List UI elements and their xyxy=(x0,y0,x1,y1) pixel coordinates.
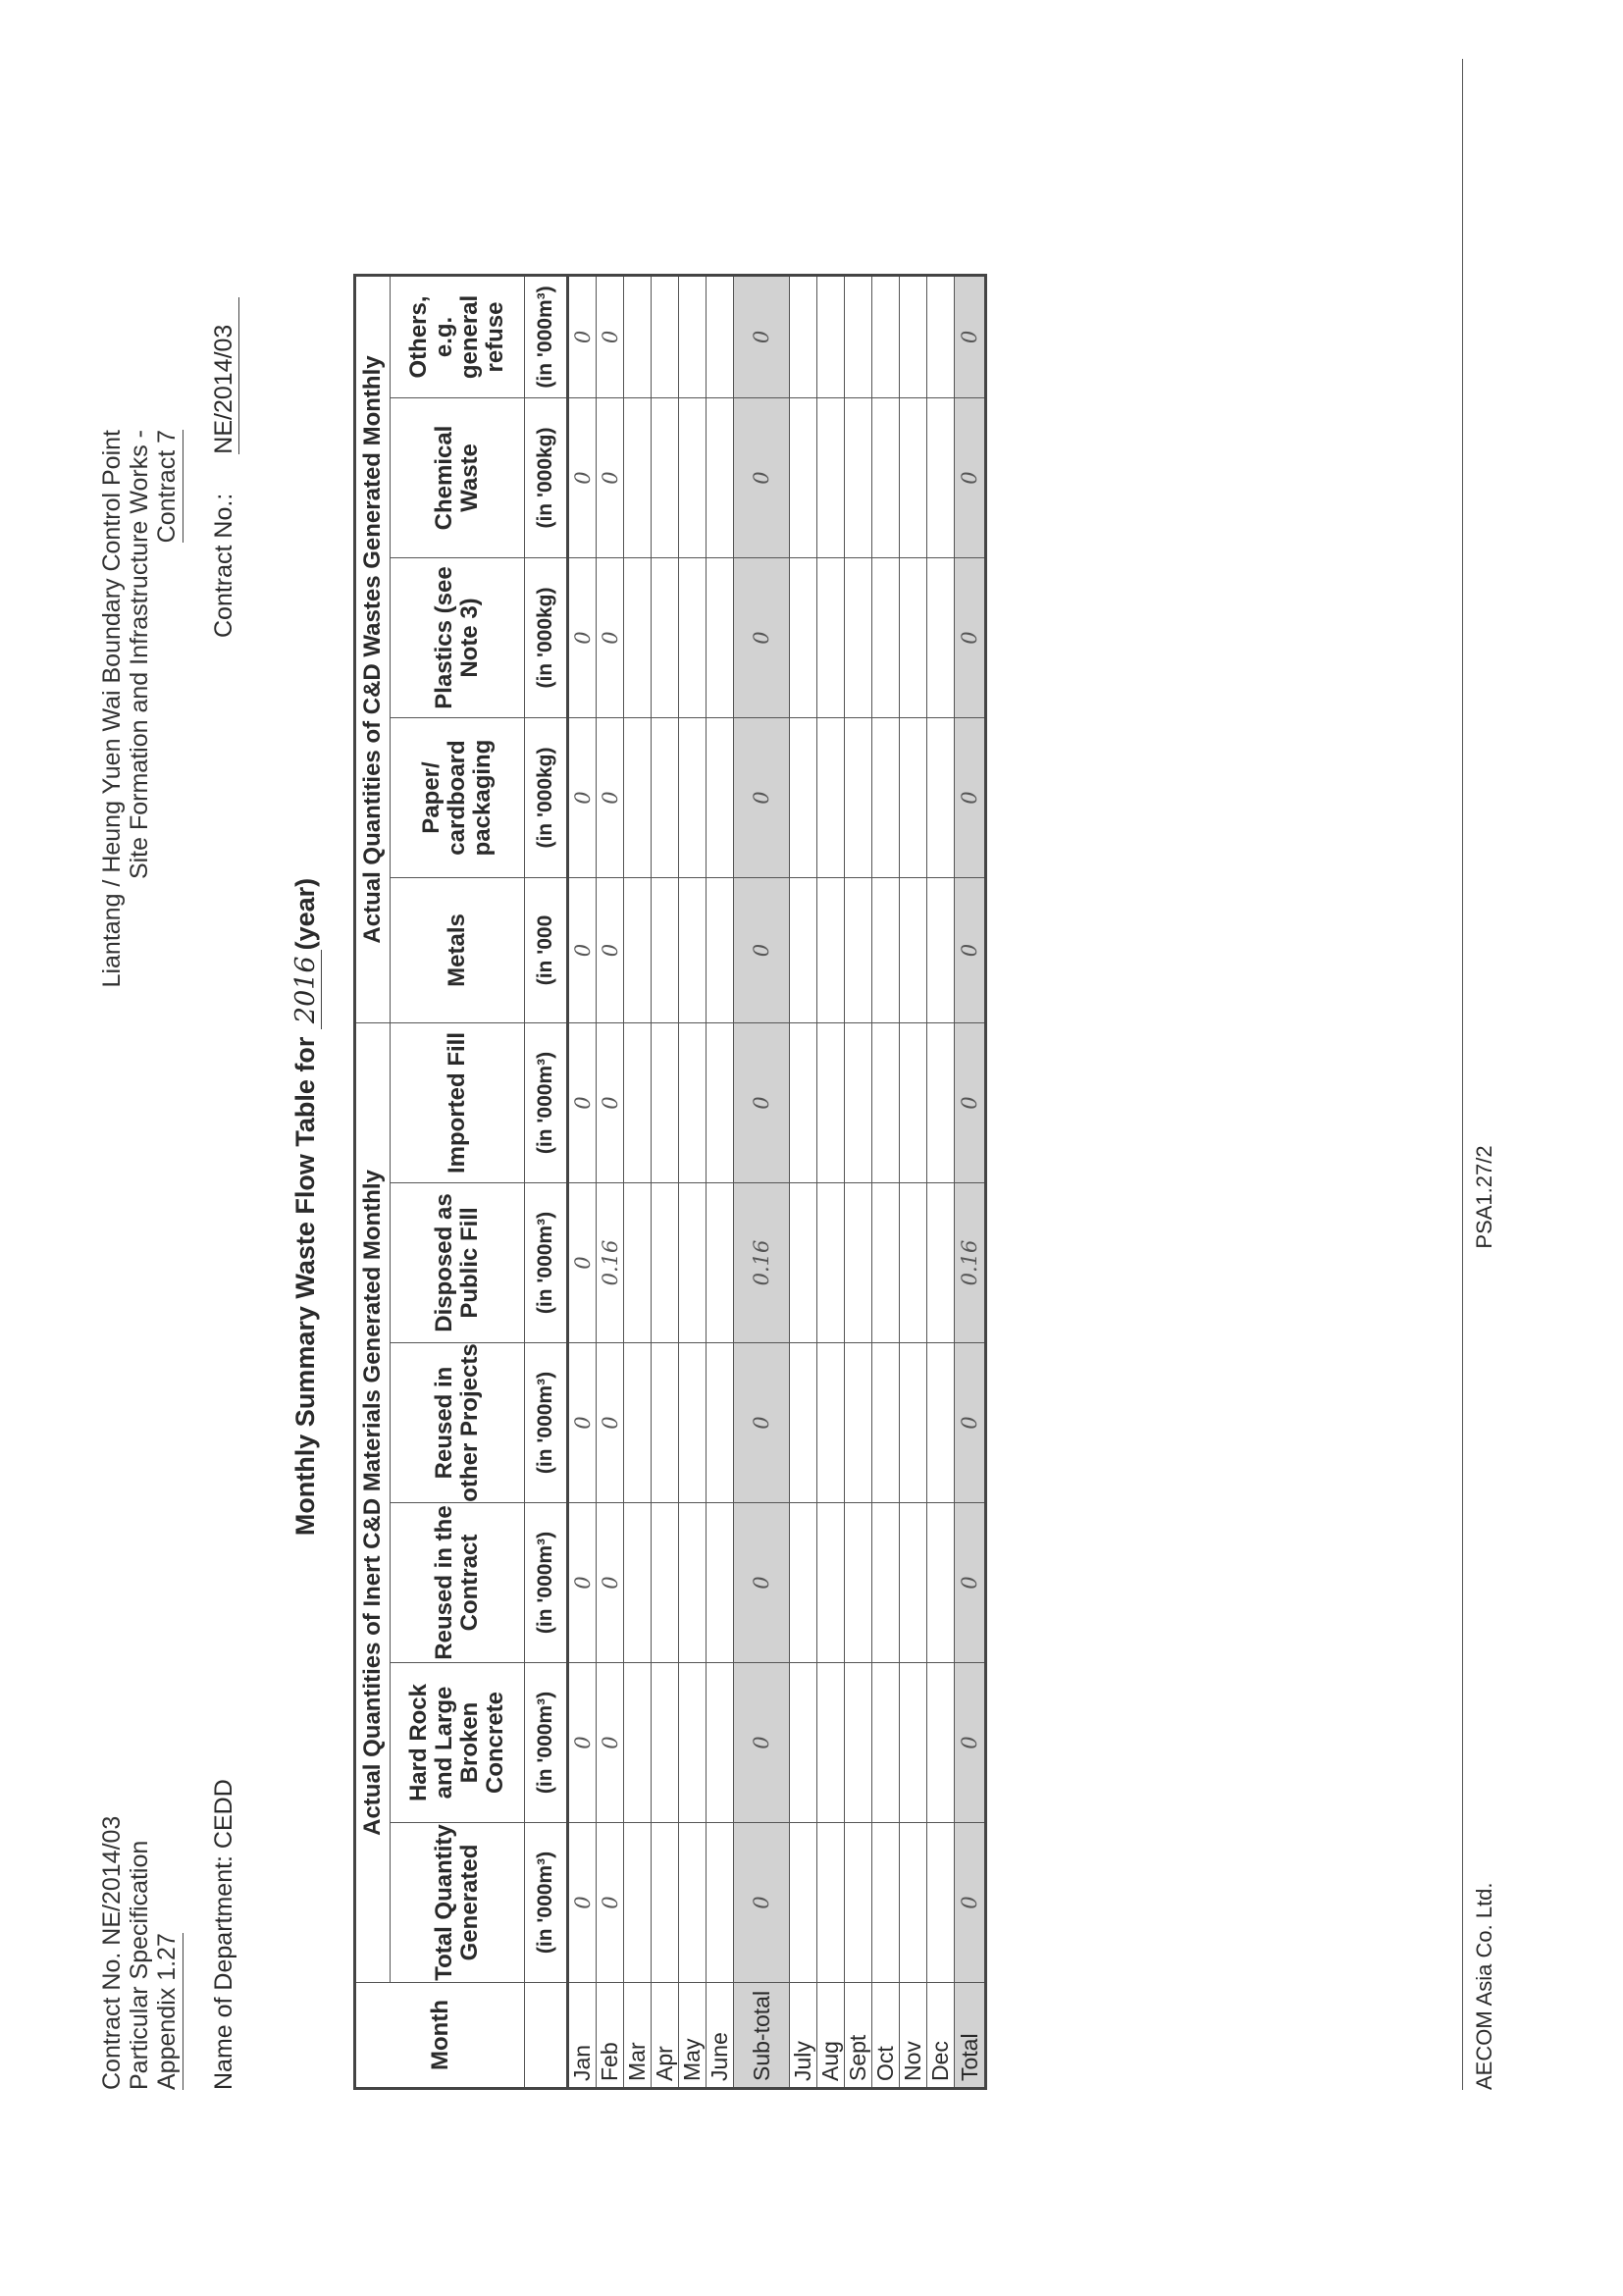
total-row xyxy=(955,275,986,2088)
value-cell: 0 xyxy=(568,275,597,397)
value-cell: 0 xyxy=(568,1663,597,1823)
month-row xyxy=(845,275,872,2088)
col-month: Month xyxy=(355,1983,525,2089)
header-works-line: Site Formation and Infrastructure Works - xyxy=(126,430,153,880)
value-cell xyxy=(652,1343,679,1503)
value-cell: 0 xyxy=(568,1503,597,1663)
value-cell: 0 xyxy=(568,558,597,718)
value-cell: 0 xyxy=(734,878,790,1023)
value-cell xyxy=(845,558,872,718)
value-cell: 0 xyxy=(734,1023,790,1183)
value-cell xyxy=(652,558,679,718)
value-cell xyxy=(790,275,817,397)
subtotal-row xyxy=(734,275,790,2088)
value-cell xyxy=(679,1183,707,1343)
value-cell: 0 xyxy=(568,718,597,878)
unit-cell: (in '000 xyxy=(525,878,568,1023)
value-cell xyxy=(679,558,707,718)
header-right xyxy=(98,430,183,987)
value-cell xyxy=(790,1023,817,1183)
unit-cell: (in '000m³) xyxy=(525,275,568,397)
month-cell: Oct xyxy=(872,1983,900,2089)
month-row xyxy=(679,275,707,2088)
footer-page-ref: PSA1.27/2 xyxy=(1472,1145,1496,1249)
value-cell: 0 xyxy=(955,398,986,558)
value-cell: 0 xyxy=(568,1183,597,1343)
month-row xyxy=(652,275,679,2088)
month-row xyxy=(817,275,845,2088)
value-cell xyxy=(652,878,679,1023)
unit-cell: (in '000m³) xyxy=(525,1343,568,1503)
value-cell xyxy=(872,1823,900,1983)
value-cell: 0 xyxy=(955,558,986,718)
contract-number xyxy=(210,297,239,638)
value-cell xyxy=(817,1023,845,1183)
value-cell xyxy=(845,1503,872,1663)
value-cell: 0 xyxy=(597,275,624,397)
month-cell: Nov xyxy=(900,1983,927,2089)
value-cell: 0 xyxy=(597,878,624,1023)
unit-cell: (in '000m³) xyxy=(525,1823,568,1983)
unit-cell: (in '000kg) xyxy=(525,558,568,718)
month-row xyxy=(872,275,900,2088)
value-cell xyxy=(817,1503,845,1663)
value-cell: 0.16 xyxy=(955,1183,986,1343)
value-cell xyxy=(900,1023,927,1183)
value-cell xyxy=(790,1503,817,1663)
header-contract-line: Contract No. NE/2014/03 xyxy=(98,1815,126,2090)
unit-cell: (in '000m³) xyxy=(525,1503,568,1663)
month-cell: Mar xyxy=(624,1983,652,2089)
value-cell xyxy=(817,1823,845,1983)
value-cell xyxy=(707,558,734,718)
value-cell xyxy=(679,275,707,397)
value-cell xyxy=(927,878,955,1023)
value-cell: 0 xyxy=(568,1023,597,1183)
value-cell: 0 xyxy=(734,1663,790,1823)
value-cell xyxy=(624,1023,652,1183)
value-cell xyxy=(707,1023,734,1183)
value-cell xyxy=(652,1663,679,1823)
value-cell xyxy=(624,718,652,878)
value-cell xyxy=(652,1823,679,1983)
col-reused-other: Reused in other Projects xyxy=(391,1343,525,1503)
value-cell xyxy=(927,1343,955,1503)
month-row xyxy=(624,275,652,2088)
header-left xyxy=(98,1816,183,2090)
value-cell xyxy=(872,558,900,718)
value-cell xyxy=(900,718,927,878)
value-cell: 0 xyxy=(597,1503,624,1663)
value-cell xyxy=(927,398,955,558)
month-cell: Aug xyxy=(817,1983,845,2089)
value-cell xyxy=(707,1183,734,1343)
month-row xyxy=(597,275,624,2088)
value-cell xyxy=(624,1183,652,1343)
value-cell xyxy=(790,1343,817,1503)
value-cell xyxy=(652,1503,679,1663)
col-others: Others, e.g. general refuse xyxy=(391,275,525,397)
value-cell: 0 xyxy=(955,1823,986,1983)
value-cell xyxy=(927,1663,955,1823)
value-cell xyxy=(927,1183,955,1343)
header-project-line: Liantang / Heung Yuen Wai Boundary Control Point xyxy=(98,430,126,988)
col-plastics: Plastics (see Note 3) xyxy=(391,558,525,718)
col-public-fill: Disposed as Public Fill xyxy=(391,1183,525,1343)
value-cell xyxy=(872,275,900,397)
value-cell: 0 xyxy=(955,1343,986,1503)
value-cell xyxy=(927,558,955,718)
value-cell: 0 xyxy=(568,398,597,558)
value-cell xyxy=(872,1023,900,1183)
value-cell xyxy=(817,558,845,718)
month-cell: July xyxy=(790,1983,817,2089)
value-cell xyxy=(624,398,652,558)
value-cell xyxy=(679,1023,707,1183)
value-cell xyxy=(927,275,955,397)
value-cell: 0 xyxy=(597,558,624,718)
value-cell: 0 xyxy=(955,878,986,1023)
month-cell: Dec xyxy=(927,1983,955,2089)
value-cell xyxy=(679,398,707,558)
unit-cell: (in '000m³) xyxy=(525,1663,568,1823)
value-cell: 0 xyxy=(734,558,790,718)
value-cell xyxy=(872,1663,900,1823)
col-total-quantity: Total Quantity Generated xyxy=(391,1823,525,1983)
col-reused-contract: Reused in the Contract xyxy=(391,1503,525,1663)
value-cell: 0 xyxy=(597,1023,624,1183)
value-cell: 0 xyxy=(568,1343,597,1503)
group-inert: Actual Quantities of Inert C&D Materials Generated Monthly xyxy=(355,1023,391,1983)
value-cell xyxy=(900,275,927,397)
value-cell xyxy=(652,275,679,397)
value-cell xyxy=(817,878,845,1023)
value-cell xyxy=(845,878,872,1023)
value-cell xyxy=(790,1823,817,1983)
col-paper: Paper/ cardboard packaging xyxy=(391,718,525,878)
month-cell: Sub-total xyxy=(734,1983,790,2089)
value-cell: 0 xyxy=(597,1663,624,1823)
value-cell xyxy=(679,1343,707,1503)
value-cell xyxy=(872,1183,900,1343)
header-spec-line: Particular Specification xyxy=(126,1840,153,2090)
value-cell xyxy=(652,1183,679,1343)
month-row xyxy=(568,275,597,2088)
value-cell xyxy=(900,398,927,558)
waste-flow-table xyxy=(353,274,987,2090)
value-cell xyxy=(900,558,927,718)
value-cell: 0 xyxy=(955,1503,986,1663)
value-cell: 0 xyxy=(955,1663,986,1823)
value-cell xyxy=(927,1023,955,1183)
value-cell xyxy=(872,1503,900,1663)
col-chemical: Chemical Waste xyxy=(391,398,525,558)
footer-company: AECOM Asia Co. Ltd. xyxy=(1472,1882,1496,2090)
value-cell xyxy=(790,1183,817,1343)
month-row xyxy=(927,275,955,2088)
month-cell: May xyxy=(679,1983,707,2089)
value-cell xyxy=(845,1663,872,1823)
value-cell xyxy=(872,1343,900,1503)
value-cell xyxy=(900,878,927,1023)
value-cell xyxy=(624,1823,652,1983)
value-cell xyxy=(679,1823,707,1983)
value-cell: 0 xyxy=(734,398,790,558)
month-row xyxy=(707,275,734,2088)
value-cell: 0 xyxy=(597,398,624,558)
value-cell xyxy=(845,275,872,397)
value-cell xyxy=(652,1023,679,1183)
contract-number-label: Contract No.: xyxy=(210,493,237,638)
value-cell xyxy=(707,1663,734,1823)
unit-cell: (in '000kg) xyxy=(525,398,568,558)
value-cell xyxy=(927,718,955,878)
value-cell xyxy=(872,878,900,1023)
value-cell xyxy=(652,718,679,878)
value-cell xyxy=(845,398,872,558)
value-cell xyxy=(872,398,900,558)
month-cell: June xyxy=(707,1983,734,2089)
value-cell xyxy=(624,1343,652,1503)
value-cell: 0 xyxy=(597,718,624,878)
value-cell xyxy=(624,1503,652,1663)
header-contract7-line: Contract 7 xyxy=(153,430,183,543)
value-cell xyxy=(845,1343,872,1503)
value-cell xyxy=(900,1183,927,1343)
value-cell: 0 xyxy=(734,1503,790,1663)
value-cell xyxy=(817,1343,845,1503)
contract-number-value: NE/2014/03 xyxy=(210,297,239,454)
value-cell xyxy=(900,1823,927,1983)
value-cell xyxy=(817,275,845,397)
unit-cell: (in '000kg) xyxy=(525,718,568,878)
value-cell xyxy=(707,1823,734,1983)
value-cell xyxy=(790,398,817,558)
value-cell xyxy=(652,398,679,558)
value-cell xyxy=(790,558,817,718)
month-cell: Apr xyxy=(652,1983,679,2089)
col-metals: Metals xyxy=(391,878,525,1023)
value-cell: 0.16 xyxy=(734,1183,790,1343)
value-cell xyxy=(624,878,652,1023)
value-cell xyxy=(872,718,900,878)
value-cell: 0 xyxy=(734,275,790,397)
title-year: 2016 xyxy=(290,950,322,1029)
value-cell xyxy=(817,1183,845,1343)
value-cell xyxy=(845,1183,872,1343)
value-cell xyxy=(900,1663,927,1823)
month-cell: Feb xyxy=(597,1983,624,2089)
value-cell xyxy=(900,1503,927,1663)
title-suffix: (year) xyxy=(290,877,320,951)
value-cell xyxy=(927,1503,955,1663)
value-cell xyxy=(900,1343,927,1503)
group-cd-wastes: Actual Quantities of C&D Wastes Generated Monthly xyxy=(355,275,391,1022)
footer-rule xyxy=(1462,59,1463,2090)
value-cell xyxy=(817,1663,845,1823)
value-cell: 0 xyxy=(597,1823,624,1983)
value-cell: 0 xyxy=(568,878,597,1023)
value-cell xyxy=(707,878,734,1023)
value-cell xyxy=(707,1503,734,1663)
unit-cell: (in '000m³) xyxy=(525,1023,568,1183)
table-title xyxy=(290,324,321,2090)
month-row xyxy=(900,275,927,2088)
value-cell xyxy=(707,398,734,558)
unit-cell: (in '000m³) xyxy=(525,1183,568,1343)
value-cell: 0.16 xyxy=(597,1183,624,1343)
value-cell: 0 xyxy=(955,718,986,878)
value-cell xyxy=(624,558,652,718)
month-row xyxy=(790,275,817,2088)
value-cell xyxy=(817,718,845,878)
value-cell: 0 xyxy=(955,275,986,397)
value-cell: 0 xyxy=(955,1023,986,1183)
value-cell xyxy=(790,1663,817,1823)
value-cell xyxy=(817,398,845,558)
value-cell xyxy=(845,1023,872,1183)
value-cell xyxy=(679,1663,707,1823)
value-cell: 0 xyxy=(568,1823,597,1983)
value-cell xyxy=(845,718,872,878)
value-cell xyxy=(927,1823,955,1983)
month-cell: Total xyxy=(955,1983,986,2089)
value-cell: 0 xyxy=(597,1343,624,1503)
value-cell: 0 xyxy=(734,1343,790,1503)
value-cell xyxy=(679,1503,707,1663)
col-hard-rock: Hard Rock and Large Broken Concrete xyxy=(391,1663,525,1823)
value-cell xyxy=(707,718,734,878)
value-cell xyxy=(845,1823,872,1983)
header-appendix-line: Appendix 1.27 xyxy=(153,1933,183,2090)
value-cell: 0 xyxy=(734,1823,790,1983)
value-cell xyxy=(679,718,707,878)
value-cell: 0 xyxy=(734,718,790,878)
value-cell xyxy=(624,1663,652,1823)
month-cell: Jan xyxy=(568,1983,597,2089)
units-blank xyxy=(525,1983,568,2089)
value-cell xyxy=(679,878,707,1023)
value-cell xyxy=(707,275,734,397)
col-imported-fill: Imported Fill xyxy=(391,1023,525,1183)
department-label: Name of Department: CEDD xyxy=(210,1779,237,2090)
value-cell xyxy=(790,718,817,878)
title-prefix: Monthly Summary Waste Flow Table for xyxy=(290,1029,320,1537)
value-cell xyxy=(707,1343,734,1503)
month-cell: Sept xyxy=(845,1983,872,2089)
value-cell xyxy=(624,275,652,397)
value-cell xyxy=(790,878,817,1023)
